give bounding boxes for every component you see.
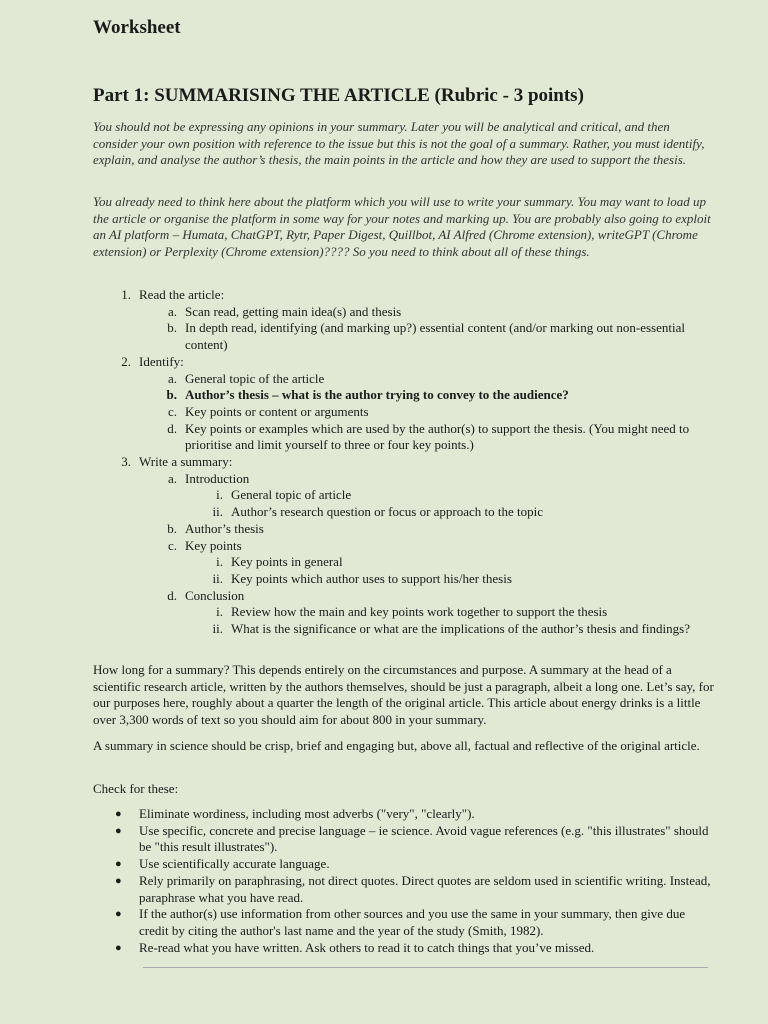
- list-item: [93, 906, 713, 939]
- list-item: [93, 823, 713, 856]
- list-item-text: In depth read, identifying (and marking up?) essential content (and/or marking out non-essential content): [185, 320, 685, 353]
- checklist-heading: Check for these:: [93, 781, 179, 796]
- list-item: [93, 856, 713, 873]
- list-marker: b.: [167, 320, 177, 336]
- section-heading: Part 1: SUMMARISING THE ARTICLE (Rubric - 3 points): [93, 85, 584, 106]
- list-marker: c.: [167, 403, 177, 419]
- list-item: [93, 504, 713, 521]
- list-marker: 2.: [121, 353, 131, 369]
- summary-length-paragraph: How long for a summary? This depends entirely on the circumstances and purpose. A summary at the head of a scientific research article, written by the authors themselves, should be just a paragraph, albeit a long one. Let’s say, for our purposes here, roughly about a quarter the length of the original article. This article about energy drinks is a little over 3,300 words of text so you should aim for about 800 in your summary.: [93, 662, 714, 728]
- list-item: [93, 873, 713, 906]
- list-item: [93, 571, 713, 588]
- list-item-text: If the author(s) use information from other sources and you use the same in your summary, then give due credit by citing the author's last name and the year of the study (Smith, 1982).: [139, 906, 686, 938]
- list-item-text: Author’s thesis – what is the author trying to convey to the audience?: [185, 387, 569, 403]
- list-marker: b.: [166, 387, 177, 403]
- list-marker: d.: [167, 587, 177, 603]
- list-item-text: Key points or content or arguments: [185, 403, 369, 419]
- list-item: [93, 471, 713, 488]
- bullet-icon: ●: [115, 941, 122, 954]
- list-item: [93, 806, 713, 823]
- list-item: [93, 354, 713, 371]
- list-item-text: Identify:: [139, 353, 184, 369]
- bullet-icon: ●: [115, 824, 122, 837]
- list-item: [93, 554, 713, 571]
- list-item-text: Read the article:: [139, 287, 225, 302]
- list-marker: i.: [216, 604, 223, 620]
- list-item-text: General topic of the article: [185, 370, 325, 386]
- list-item: [93, 304, 713, 321]
- bullet-icon: ●: [115, 858, 122, 871]
- list-item: [93, 621, 713, 638]
- list-marker: 3.: [121, 454, 131, 470]
- list-item-text: Key points or examples which are used by the author(s) to support the thesis. (You might need to prioritise and limit yourself to three or four key points.): [185, 420, 690, 453]
- list-item-text: General topic of article: [231, 487, 352, 503]
- list-item-text: Scan read, getting main idea(s) and thesis: [185, 303, 402, 319]
- list-item-text: Write a summary:: [139, 454, 233, 470]
- footer-divider: [143, 967, 708, 968]
- list-item-text: Conclusion: [185, 587, 245, 603]
- list-item: [93, 421, 713, 454]
- intro-paragraph-2: You already need to think here about the platform which you will use to write your summary. You may want to load up the article or organise the platform in some way for your notes and marking up. You are probably also going to exploit an AI platform – Humata, ChatGPT, Rytr, Paper Digest, Quillbot, AI Alfred (Chrome extension), writeGPT (Chrome extension) or Perplexity (Chrome extension)???? So you need to think about all of these things.: [93, 194, 711, 260]
- intro-paragraph-1: You should not be expressing any opinions in your summary. Later you will be analytical and critical, and then consider your own position with reference to the issue but this is not the goal of a summary. Rather, you must identify, explain, and analyse the author’s thesis, the main points in the article and how they are used to support the thesis.: [93, 119, 705, 168]
- list-item: [93, 320, 713, 353]
- checklist: [93, 806, 713, 956]
- list-item: [93, 404, 713, 421]
- list-marker: d.: [167, 420, 177, 436]
- list-item-text: Re-read what you have written. Ask others to read it to catch things that you’ve missed.: [139, 939, 595, 955]
- list-item: [93, 287, 713, 304]
- list-marker: ii.: [212, 504, 223, 520]
- list-marker: 1.: [121, 287, 131, 302]
- steps-list: [93, 287, 713, 638]
- list-item-text: Author’s thesis: [185, 520, 264, 536]
- bullet-icon: ●: [115, 874, 122, 887]
- list-marker: ii.: [212, 621, 223, 637]
- list-item-text: What is the significance or what are the implications of the author’s thesis and findings?: [231, 621, 690, 637]
- list-marker: a.: [167, 370, 177, 386]
- list-item: [93, 487, 713, 504]
- list-item-text: Author’s research question or focus or approach to the topic: [231, 504, 544, 520]
- list-item-text: Key points which author uses to support his/her thesis: [231, 570, 512, 586]
- list-item: [93, 521, 713, 538]
- list-item: [93, 371, 713, 388]
- bullet-icon: ●: [115, 908, 122, 921]
- page-title: Worksheet: [93, 17, 181, 38]
- list-item-text: Eliminate wordiness, including most adverbs ("very", "clearly").: [139, 806, 475, 821]
- list-item-text: Use specific, concrete and precise language – ie science. Avoid vague references (e.g. "this illustrates" should be "this result illustrates").: [139, 822, 709, 855]
- list-item: [93, 604, 713, 621]
- list-item-text: Use scientifically accurate language.: [139, 856, 330, 872]
- list-item-text: Introduction: [185, 470, 250, 486]
- bullet-icon: ●: [115, 808, 122, 820]
- list-marker: i.: [216, 554, 223, 570]
- list-marker: ii.: [212, 570, 223, 586]
- list-item-text: Key points in general: [231, 554, 343, 570]
- list-marker: c.: [167, 537, 177, 553]
- list-item-text: Review how the main and key points work together to support the thesis: [231, 604, 608, 620]
- list-marker: a.: [167, 470, 177, 486]
- list-marker: b.: [167, 520, 177, 536]
- list-item: [93, 387, 713, 404]
- list-item-text: Rely primarily on paraphrasing, not direct quotes. Direct quotes are seldom used in scientific writing. Instead, paraphrase what you have read.: [139, 872, 711, 905]
- list-item: [93, 454, 713, 471]
- list-item: [93, 588, 713, 605]
- list-marker: i.: [216, 487, 223, 503]
- list-item: [93, 538, 713, 555]
- list-item-text: Key points: [185, 537, 242, 553]
- science-summary-paragraph: A summary in science should be crisp, brief and engaging but, above all, factual and reflective of the original article.: [93, 738, 700, 753]
- list-item: [93, 940, 713, 957]
- list-marker: a.: [167, 303, 177, 319]
